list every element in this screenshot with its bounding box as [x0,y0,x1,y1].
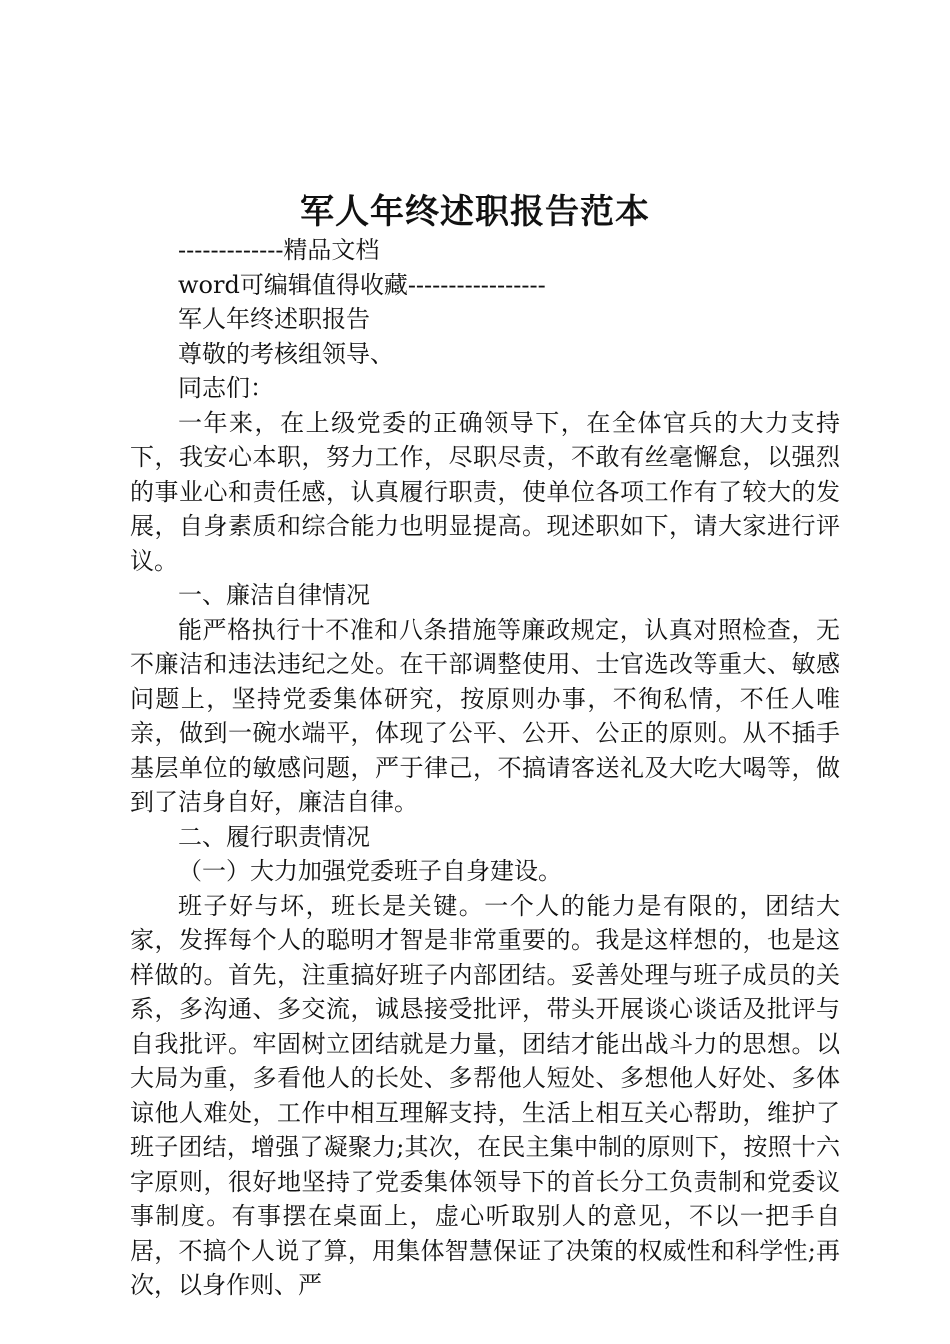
document-body [130,233,840,1303]
section-1-paragraph: 能严格执行十不准和八条措施等廉政规定，认真对照检查，无不廉洁和违法违纪之处。在干部调整使用、士官选改等重大、敏感问题上，坚持党委集体研究，按原则办事，不徇私情，不任人唯亲，做到一碗水端平，体现了公平、公开、公正的原则。从不插手基层单位的敏感问题，严于律己，不搞请客送礼及大吃大喝等，做到了洁身自好，廉洁自律。 [130,615,840,816]
header-line-1: -------------精品文档 [178,236,380,264]
intro-paragraph: 一年来，在上级党委的正确领导下，在全体官兵的大力支持下，我安心本职，努力工作，尽职尽责，不敢有丝毫懈怠，以强烈的事业心和责任感，认真履行职责，使单位各项工作有了较大的发展，自身素质和综合能力也明显提高。现述职如下，请大家进行评议。 [130,408,840,575]
section-1-heading: 一、廉洁自律情况 [178,581,370,609]
salutation-2: 同志们： [178,374,274,402]
section-2-heading: 二、履行职责情况 [178,822,370,851]
report-title: 军人年终述职报告 [178,305,370,333]
subsection-1-heading: （一）大力加强党委班子自身建设。 [178,857,562,885]
subsection-1-paragraph: 班子好与坏，班长是关键。一个人的能力是有限的，团结大家，发挥每个人的聪明才智是非常重要的。我是这样想的，也是这样做的。首先，注重搞好班子内部团结。妥善处理与班子成员的关系，多沟通、多交流，诚恳接受批评，带头开展谈心谈话及批评与自我批评。牢固树立团结就是力量，团结才能出战斗力的思想。以大局为重，多看他人的长处、多帮他人短处、多想他人好处、多体谅他人难处，工作中相互理解支持，生活上相互关心帮助，维护了班子团结，增强了凝聚力;其次，在民主集中制的原则下，按照十六字原则，很好地坚持了党委集体领导下的首长分工负责制和党委议事制度。有事摆在桌面上，虚心听取别人的意见，不以一把手自居，不搞个人说了算，用集体智慧保证了决策的权威性和科学性;再次，以身作则、严 [130,891,840,1299]
header-line-2: word可编辑值得收藏----------------- [178,270,546,299]
document-title: 军人年终述职报告范本 [300,192,650,232]
salutation-1: 尊敬的考核组领导、 [178,339,394,368]
